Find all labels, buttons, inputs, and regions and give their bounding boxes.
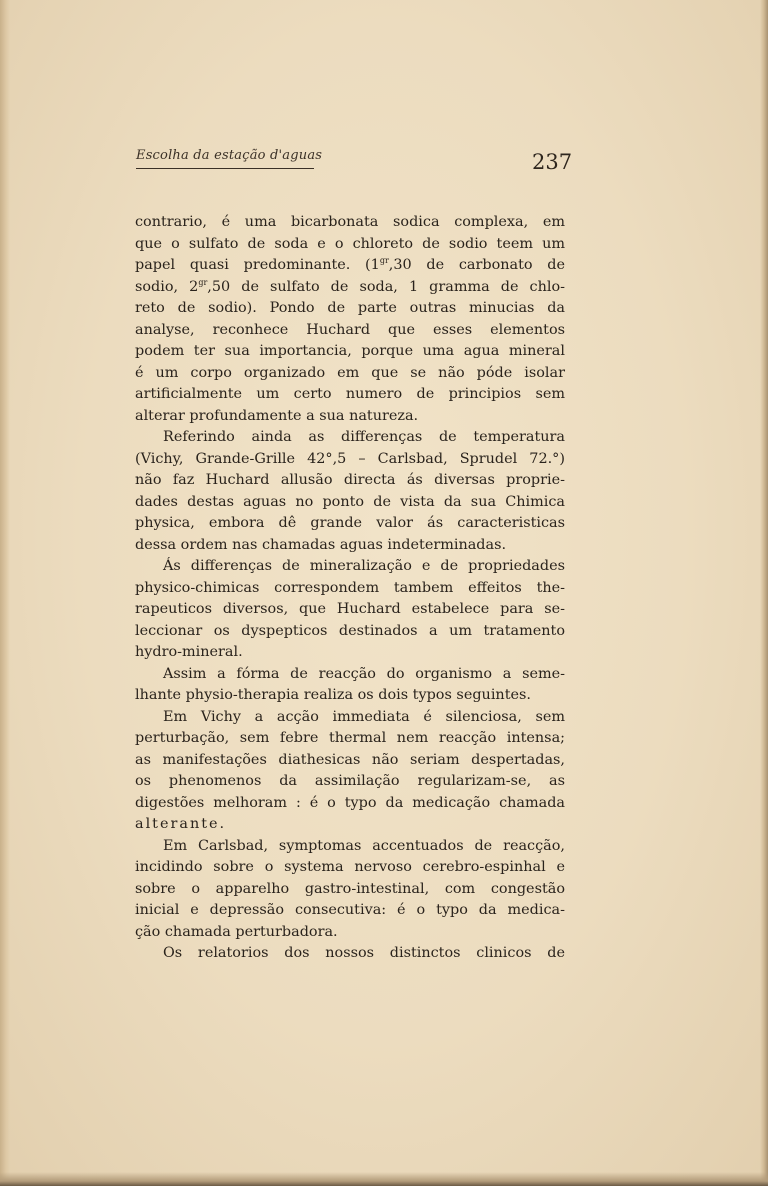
text-line: que o sulfato de soda e o chloreto de sodio teem um xyxy=(135,235,565,252)
text-line: rapeuticos diversos, que Huchard estabelece para se- xyxy=(135,601,565,617)
text-line: dessa ordem nas chamadas aguas indeterminadas. xyxy=(135,536,507,553)
text-line: dades destas aguas no ponto de vista da sua Chimica xyxy=(135,493,565,510)
text-line: (Vichy, Grande-Grille 42°,5 – Carlsbad, Sprudel 72.°) xyxy=(135,450,565,467)
text-line: Assim a fórma de reacção do organismo a seme- xyxy=(163,665,565,682)
text-line: perturbação, sem febre thermal nem reacção intensa; xyxy=(135,730,565,746)
text-line: alterante. xyxy=(135,816,227,832)
page-bottom-edge xyxy=(0,1172,768,1186)
text-line: alterar profundamente a sua natureza. xyxy=(135,407,419,424)
header-rule xyxy=(136,168,314,169)
running-title: Escolha da estação d'aguas xyxy=(136,148,323,163)
text-line: Referindo ainda as differenças de temperatura xyxy=(163,429,565,445)
page-right-edge xyxy=(760,0,768,1186)
text-line: podem ter sua importancia, porque uma agua mineral xyxy=(135,343,565,359)
text-line: incidindo sobre o systema nervoso cerebro-espinhal e xyxy=(135,859,565,875)
page-number: 237 xyxy=(532,150,573,174)
text-line: não faz Huchard allusão directa ás diversas proprie- xyxy=(135,472,565,488)
text-line: analyse, reconhece Huchard que esses elementos xyxy=(135,321,565,338)
text-line: inicial e depressão consecutiva: é o typo da medica- xyxy=(135,902,565,918)
text-line: reto de sodio). Pondo de parte outras minucias da xyxy=(135,300,565,316)
text-line: Ás differenças de mineralização e de propriedades xyxy=(163,558,565,574)
text-line: lhante physio-therapia realiza os dois typos seguintes. xyxy=(135,687,531,703)
text-line: as manifestações diathesicas não seriam despertadas, xyxy=(135,751,565,768)
text-line: sobre o apparelho gastro-intestinal, com congestão xyxy=(135,880,565,897)
text-line: digestões melhoram : é o typo da medicação chamada xyxy=(135,794,565,811)
text-line: physico-chimicas correspondem tambem effeitos the- xyxy=(135,579,565,596)
page-left-edge xyxy=(0,0,10,1186)
text-line: artificialmente um certo numero de principios sem xyxy=(135,386,565,402)
text-line: Os relatorios dos nossos distinctos clinicos de xyxy=(163,945,565,961)
text-line: physica, embora dê grande valor ás caracteristicas xyxy=(135,515,565,531)
text-line: leccionar os dyspepticos destinados a um tratamento xyxy=(135,622,565,639)
text-line: Em Carlsbad, symptomas accentuados de reacção, xyxy=(163,837,565,854)
text-line: é um corpo organizado em que se não póde isolar xyxy=(135,364,565,381)
text-line: papel quasi predominante. ($1^{gr},30$ de carbonato de xyxy=(135,256,565,273)
text-line: contrario, é uma bicarbonata sodica complexa, em xyxy=(135,214,565,230)
text-line: hydro-mineral. xyxy=(135,644,243,660)
text-line: ção chamada perturbadora. xyxy=(135,923,338,940)
text-line: Em Vichy a acção immediata é silenciosa, sem xyxy=(163,708,565,725)
text-line: sodio, $2^{gr},50$ de sulfato de soda, 1 gramma de chlo- xyxy=(135,277,565,295)
body-text xyxy=(135,212,565,965)
text-line: os phenomenos da assimilação regularizam-se, as xyxy=(135,773,565,789)
